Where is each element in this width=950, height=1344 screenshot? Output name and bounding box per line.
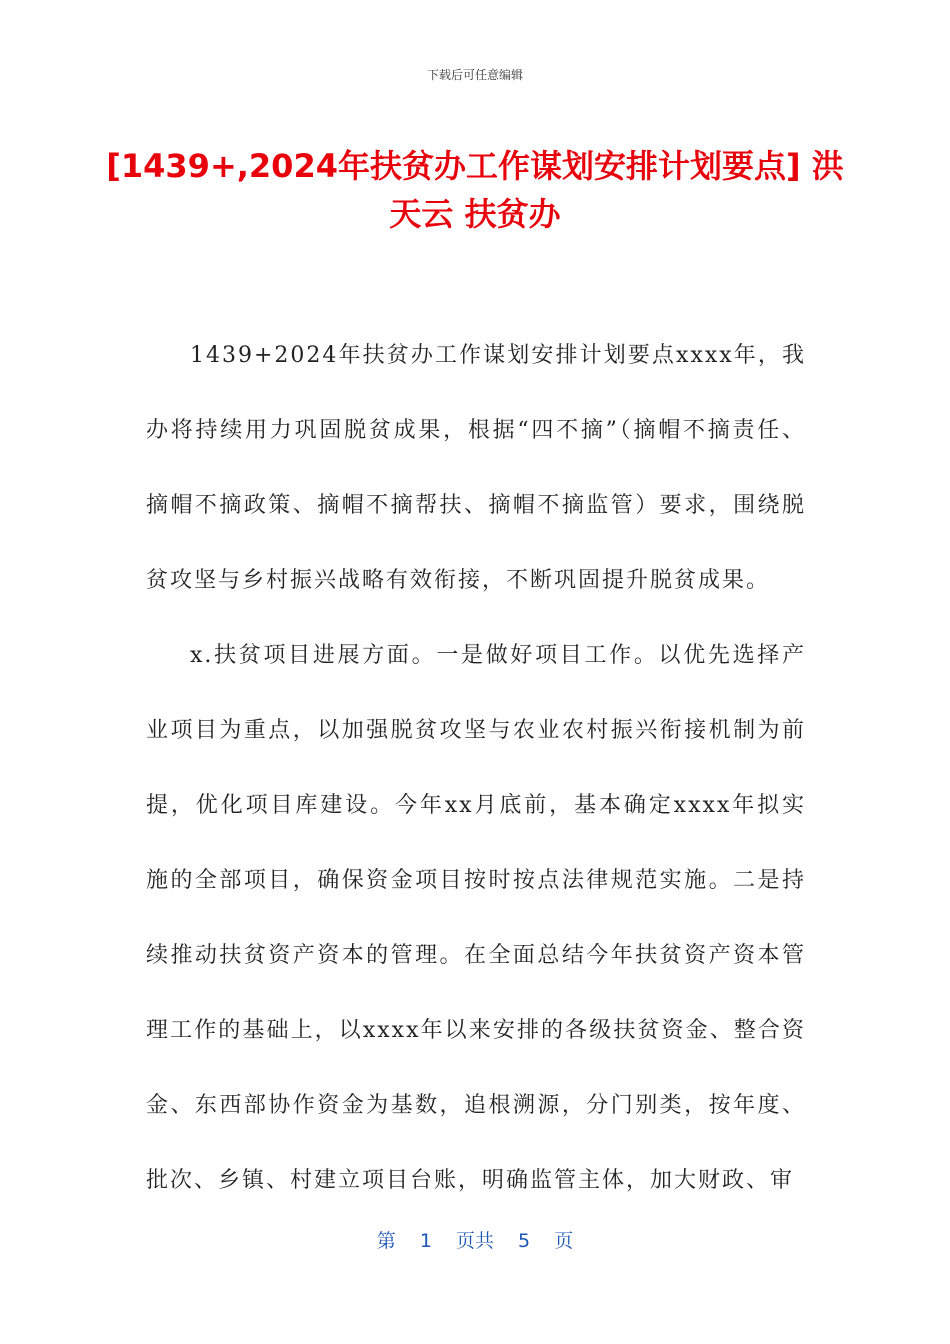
page-label-mid: 页共 xyxy=(455,1230,494,1252)
document-body xyxy=(146,318,806,1218)
paragraph-project-progress: x.扶贫项目进展方面。一是做好项目工作。以优先选择产业项目为重点，以加强脱贫攻坚与农业农村振兴衔接机制为前提，优化项目库建设。今年xx月底前，基本确定xxxx年拟实施的全部项目，确保资金项目按时按点法律规范实施。二是持续推动扶贫资产资本的管理。在全面总结今年扶贫资产资本管理工作的基础上，以xxxx年以来安排的各级扶贫资金、整合资金、东西部协作资金为基数，追根溯源，分门别类，按年度、批次、乡镇、村建立项目台账，明确监管主体，加大财政、审 xyxy=(146,643,806,1193)
page-label-suffix: 页 xyxy=(554,1230,574,1252)
header-note: 下载后可任意编辑 xyxy=(426,68,523,82)
current-page-number: 1 xyxy=(419,1230,432,1252)
paragraph-intro: 1439+2024年扶贫办工作谋划安排计划要点xxxx年，我办将持续用力巩固脱贫成果，根据“四不摘”（摘帽不摘责任、摘帽不摘政策、摘帽不摘帮扶、摘帽不摘监管）要求，围绕脱贫攻坚与乡村振兴战略有效衔接，不断巩固提升脱贫成果。 xyxy=(146,343,806,593)
page-footer xyxy=(0,1226,950,1253)
document-title: [1439+,2024年扶贫办工作谋划安排计划要点] 洪天云 扶贫办 xyxy=(106,147,844,233)
page-label-prefix: 第 xyxy=(376,1230,396,1252)
total-pages-number: 5 xyxy=(518,1230,531,1252)
